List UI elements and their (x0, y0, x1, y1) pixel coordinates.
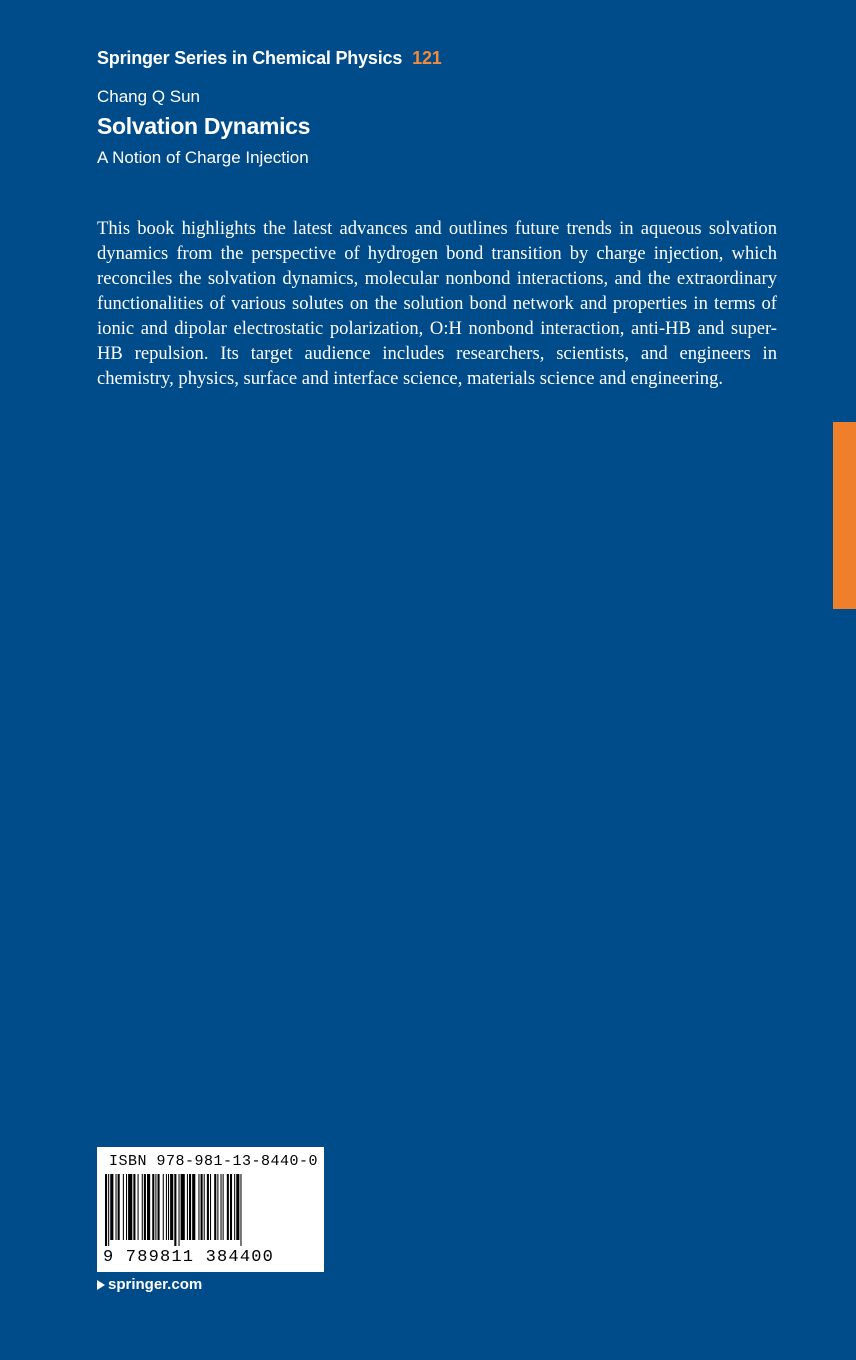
barcode-bar (221, 1174, 222, 1240)
barcode-bar (168, 1174, 169, 1240)
barcode-bar (207, 1174, 209, 1240)
barcode-bar (240, 1174, 241, 1246)
barcode-bar (110, 1174, 113, 1240)
barcode-bar (230, 1174, 232, 1240)
barcode-bar (163, 1174, 164, 1240)
blurb-text: This book highlights the latest advances and outlines future trends in aqueous solvation dynamics from the perspective of hydrogen bond transition by charge injection, which reconciles the solvation dynamics, molecular nonbond interactions, and the extraordinary functionalities of various solutes on the solution bond network and properties in terms of ionic and dipolar electrostatic polarization, O:H nonbond interaction, anti-HB and super-HB repulsion. Its target audience includes researchers, scientists, and engineers in chemistry, physics, surface and interface science, materials science and engineering. (97, 218, 777, 389)
author-name: Chang Q Sun (97, 87, 201, 106)
barcode-bar (126, 1174, 127, 1240)
barcode-bar (236, 1174, 239, 1240)
barcode-bar (142, 1174, 143, 1240)
spine-accent-tab (833, 422, 856, 609)
barcode-bar (108, 1174, 109, 1246)
barcode-bar (214, 1174, 216, 1240)
barcode-box (97, 1147, 324, 1272)
barcode-bar (118, 1174, 120, 1240)
barcode-bar (170, 1174, 173, 1240)
barcode-bar (181, 1174, 185, 1240)
springer-link-label: springer.com (108, 1276, 203, 1293)
series-name: Springer Series in Chemical Physics (97, 48, 403, 68)
barcode-bar (217, 1174, 218, 1240)
barcode-bar (174, 1174, 176, 1246)
barcode-bar (189, 1174, 191, 1240)
barcode-bar (187, 1174, 188, 1240)
barcode-bar (155, 1174, 156, 1240)
springer-link[interactable] (97, 1276, 202, 1293)
isbn-label: ISBN 978-981-13-8440-0 (109, 1153, 319, 1170)
book-subtitle: A Notion of Charge Injection (97, 148, 309, 167)
barcode-bar (227, 1174, 229, 1240)
barcode-bar (105, 1174, 107, 1246)
barcode-bar (116, 1174, 117, 1240)
barcode-bar (223, 1174, 224, 1240)
barcode-bar (144, 1174, 146, 1240)
barcode-bar (138, 1174, 139, 1240)
barcode-bar (166, 1174, 167, 1240)
barcode-bar (201, 1174, 203, 1240)
barcode-bar (128, 1174, 132, 1240)
barcode-bar (179, 1174, 180, 1246)
series-number: 121 (412, 48, 442, 68)
barcode-bar (123, 1174, 124, 1240)
barcode-bar (158, 1174, 160, 1240)
barcode-bar (133, 1174, 135, 1240)
barcode-bar (192, 1174, 195, 1240)
barcode-image (105, 1174, 315, 1246)
series-line (97, 48, 442, 69)
barcode-bar (234, 1174, 235, 1240)
book-title: Solvation Dynamics (97, 113, 311, 139)
barcode-bar (210, 1174, 211, 1240)
barcode-bar (147, 1174, 150, 1240)
barcode-bar (152, 1174, 154, 1240)
barcode-bar (204, 1174, 205, 1240)
barcode-bar (198, 1174, 199, 1240)
ean-digits: 9 789811 384400 (103, 1248, 275, 1267)
arrow-right-icon (97, 1280, 105, 1290)
